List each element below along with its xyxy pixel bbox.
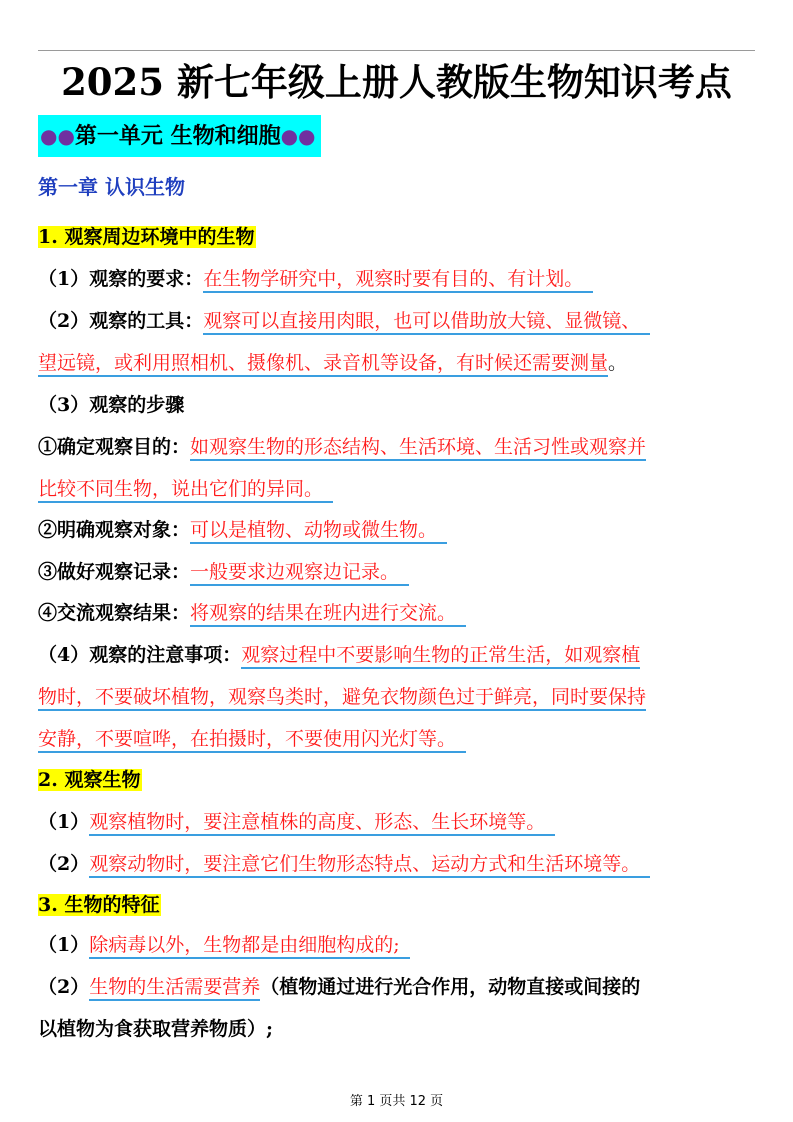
answer-text: 观察过程中不要影响生物的正常生活，如观察植: [241, 644, 640, 669]
step-1-cont: [38, 474, 333, 504]
sec1-item-3: [38, 390, 184, 420]
page-footer: 第 1 页共 12 页: [349, 1094, 444, 1109]
note-text: （植物通过进行光合作用，动物直接或间接的: [260, 976, 641, 998]
step-2: [38, 515, 447, 545]
sec1-item-4-cont2: [38, 724, 466, 754]
section-3-heading-line: [38, 890, 161, 920]
sec1-item-4: [38, 640, 640, 670]
answer-text: 望远镜，或利用照相机、摄像机、录音机等设备，有时候还需要测量: [38, 352, 608, 377]
answer-text: 物时，不要破坏植物，观察鸟类时，避免衣物颜色过于鲜亮，同时要保持: [38, 686, 646, 711]
item-label: （1）: [38, 811, 90, 833]
header-rule: [38, 50, 755, 51]
sec3-item-2: [38, 972, 640, 1002]
item-label: （4）观察的注意事项：: [38, 644, 242, 666]
answer-text: 安静，不要喧哗，在拍摄时，不要使用闪光灯等。: [38, 728, 466, 753]
step-label: ②明确观察对象：: [38, 519, 191, 541]
step-3: [38, 557, 409, 587]
chapter-heading: 第一章 认识生物: [38, 175, 185, 199]
step-1: [38, 432, 646, 462]
punctuation: 。: [608, 352, 628, 374]
item-label: （3）观察的步骤: [38, 394, 185, 416]
answer-text: 一般要求边观察边记录。: [190, 561, 409, 586]
sec1-item-4-cont: [38, 682, 646, 712]
item-label: （1）观察的要求：: [38, 268, 204, 290]
answer-text: 比较不同生物，说出它们的异同。: [38, 478, 333, 503]
item-label: （2）: [38, 976, 90, 998]
step-4: [38, 598, 466, 628]
answer-text: 观察动物时，要注意它们生物形态特点、运动方式和生活环境等。: [89, 853, 650, 878]
note-text: 以植物为食获取营养物质）;: [38, 1018, 274, 1040]
sec2-item-1: [38, 807, 555, 837]
sec1-item-2-cont: [38, 348, 627, 378]
answer-text: 在生物学研究中，观察时要有目的、有计划。: [203, 268, 593, 293]
section-1-heading: 1. 观察周边环境中的生物: [38, 226, 255, 248]
sec3-item-1: [38, 930, 410, 960]
answer-text: 观察可以直接用肉眼，也可以借助放大镜、显微镜、: [203, 310, 650, 335]
answer-text: 可以是植物、动物或微生物。: [190, 519, 447, 544]
answer-text: 观察植物时，要注意植株的高度、形态、生长环境等。: [89, 811, 555, 836]
item-label: （1）: [38, 934, 90, 956]
step-label: ④交流观察结果：: [38, 602, 191, 624]
answer-text: 将观察的结果在班内进行交流。: [190, 602, 466, 627]
bullet-dots-right: ●●: [280, 124, 316, 148]
section-2-heading-line: [38, 765, 142, 795]
step-label: ③做好观察记录：: [38, 561, 191, 583]
item-label: （2）观察的工具：: [38, 310, 204, 332]
step-label: ①确定观察目的：: [38, 436, 191, 458]
sec1-item-2: [38, 306, 650, 336]
sec1-item-1: [38, 264, 593, 294]
section-2-heading: 2. 观察生物: [38, 769, 141, 791]
page-title: 2025 新七年级上册人教版生物知识考点: [61, 60, 732, 104]
sec2-item-2: [38, 849, 650, 879]
answer-text: 如观察生物的形态结构、生活环境、生活习性或观察并: [190, 436, 646, 461]
unit-banner: [38, 115, 321, 157]
item-label: （2）: [38, 853, 90, 875]
unit-label: 第一单元 生物和细胞: [74, 123, 281, 149]
answer-text: 除病毒以外，生物都是由细胞构成的;: [89, 934, 409, 959]
section-1-heading-line: [38, 222, 256, 252]
section-3-heading: 3. 生物的特征: [38, 894, 160, 916]
bullet-dots-left: ●●: [40, 124, 75, 148]
sec3-item-2-cont: [38, 1014, 273, 1044]
answer-text: 生物的生活需要营养: [89, 976, 260, 1001]
